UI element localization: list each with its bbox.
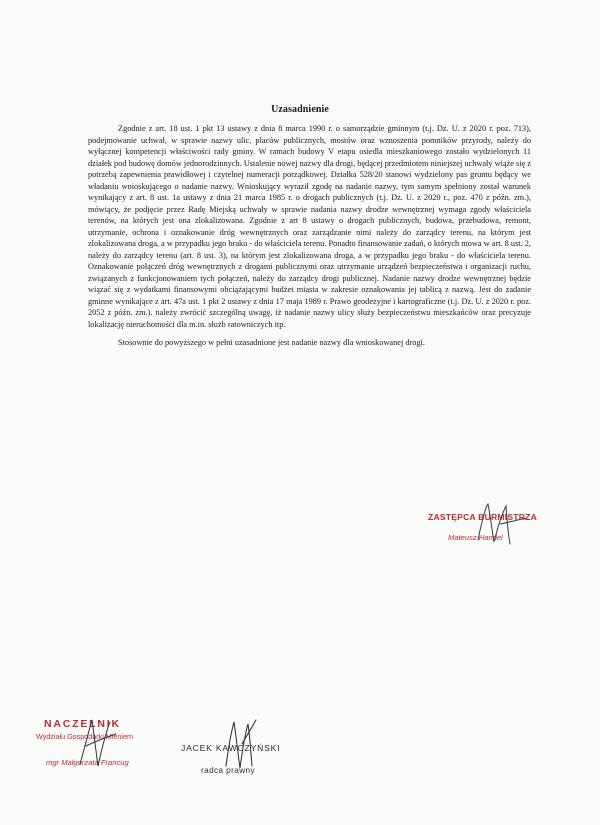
zastepca-signature [470,500,540,550]
radca-stamp-role: radca prawny [201,766,255,775]
radca-signature [220,716,270,776]
naczelnik-stamp-name: mgr Małgorzata Francug [46,758,129,767]
document-title: Uzasadnienie [271,104,329,115]
zastepca-stamp-title: ZASTĘPCA BURMISTRZA [428,512,537,522]
paragraph-justification: Zgodnie z art. 18 ust. 1 pkt 13 ustawy z dnia 8 marca 1990 r. o samorządzie gminnym (t.j. Dz. U. z 2020 r. poz. 713), podejmowanie uchwał, w sprawie nazwy ulic, placów publicznych, mostów oraz wznoszenia pomników przyrody, należy do wyłącznej kompetencji właściwości rady gminy. W ramach budowy V etapu osiedla mieszkaniowego zostało wydzielonych 11 działek pod budowę domów jednorodzinnych. Ustalenie nowej nazwy dla drogi, będącej przedmiotem niniejszej uchwały wiąże się z potrzebą zapewnienia prawidłowej i czytelnej numeracji porządkowej. Działka 528/20 stanowi wydzielony pas gruntu będący we władaniu wnioskującego o nadanie nazwy. Wnioskujący wyraził zgodę na nadanie nazwy, tym samym spełniony został warunek wynikający z art. 8 ust. 1a ustawy z dnia 21 marca 1985 r. o drogach publicznych (t.j. Dz. U. z 2020 r., poz. 470 z późn. zm.), mówiący, że podjęcie przez Radę Miejską uchwały w sprawie nadania nazwy drodze wewnętrznej wymaga zgody właściciela terenów, na których jest ona zlokalizowana. Zgodnie z art 8 ustawy o drogach publicznych, budowa, przebudowa, remont, utrzymanie, ochrona i oznakowanie dróg wewnętrznych oraz zarządzanie nimi należy do zarządcy terenu, na którym jest zlokalizowana droga, a w przypadku jego braku - do właściciela terenu. Ponadto finansowanie zadań, o których mowa w art. 8 ust. 2, należy do zarządcy terenu (art. 8 ust. 3), na którym jest zlokalizowana droga, a w przypadku jego braku - do właściciela terenu. Oznakowanie połączeń dróg wewnętrznych z drogami publicznymi oraz utrzymanie urządzeń bezpieczeństwa i organizacji ruchu, związanych z funkcjonowaniem tych połączeń, należy do zarządcy drogi publicznej. Nadanie nazwy drodze wewnętrznej będzie wiązać się z wydatkami finansowymi obciążającymi budżet miasta w zakresie oznakowania jej tablicą z nazwą. Jest do zadanie gminne wynikające z art. 47a ust. 1 pkt 2 ustawy z dnia 17 maja 1989 r. Prawo geodezyjne i kartograficzne (t.j. Dz. U. z 2020 r. poz. 2052 z późn. zm.). należy zwrócić szczególną uwagę, iż nadanie nazwy ulicy służy bezpieczeństwu mieszkańców oraz precyzuje lokalizację nieruchomości dla m.in. służb ratowniczych itp. [88,124,531,329]
radca-stamp-name: JACEK KAWCZYŃSKI [181,743,281,753]
paragraph-conclusion: Stosownie do powyższego w pełni uzasadnione jest nadanie nazwy dla wnioskowanej drogi. [118,338,425,347]
document-body [88,123,531,349]
zastepca-stamp-name: Mateusz Handel [448,533,503,542]
naczelnik-stamp-department: Wydziału Gospodarki Mieniem [36,732,134,741]
naczelnik-stamp-title: NACZELNIK [44,718,121,730]
naczelnik-signature [70,712,130,772]
